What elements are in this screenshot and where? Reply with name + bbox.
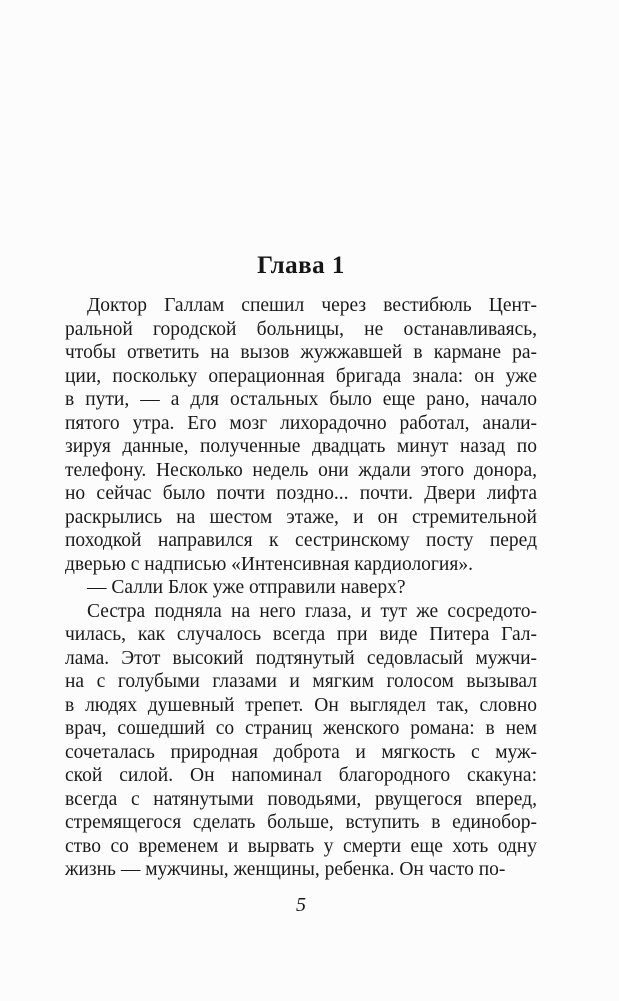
text-line: — Салли Блок уже отправили наверх? — [87, 577, 406, 598]
text-line: в пути, — а для остальных было еще рано, начало — [65, 389, 537, 410]
text-line: ции, поскольку операционная бригада знала: он уже — [65, 365, 537, 387]
text-line: в людях душевный трепет. Он выглядел так, словно — [65, 694, 537, 716]
text-line: чтобы ответить на вызов жужжавшей в кармане ра- — [65, 342, 537, 363]
page-content — [65, 0, 537, 917]
text-line: Сестра подняла на него глаза, и тут же сосредото- — [87, 600, 537, 622]
text-line: зируя данные, полученные двадцать минут назад по — [65, 436, 537, 457]
text-line: жизнь — мужчины, женщины, ребенка. Он часто по- — [65, 859, 506, 880]
text-line: ральной городской больницы, не останавливаясь, — [65, 318, 537, 340]
paragraph — [65, 600, 537, 882]
text-line: дверью с надписью «Интенсивная кардиология». — [65, 553, 473, 575]
text-line: но сейчас было почти поздно... почти. Двери лифта — [65, 483, 537, 504]
text-line: стремящегося сделать больше, вступить в единобор- — [65, 812, 537, 833]
text-line: лама. Этот высокий подтянутый седовласый мужчи- — [65, 647, 537, 669]
text-line: врач, сошедший со страниц женского романа: в нем — [65, 718, 537, 739]
text-line: всегда с натянутыми поводьями, рвущегося вперед, — [65, 788, 537, 810]
text-line: сочеталась природная доброта и мягкость с муж- — [65, 741, 537, 763]
text-block — [65, 294, 537, 882]
page-number: 5 — [296, 893, 306, 916]
text-line: ство со временем и вырвать у смерти еще хоть одну — [65, 835, 537, 857]
text-line: чилась, как случалось всегда при виде Питера Гал- — [65, 624, 537, 645]
paragraph — [65, 294, 537, 576]
chapter-heading: Глава 1 — [257, 252, 345, 279]
text-line: Доктор Галлам спешил через вестибюль Цент- — [87, 295, 537, 316]
text-line: на с голубыми глазами и мягким голосом вызывал — [65, 671, 537, 692]
text-line: раскрылись на шестом этаже, и он стремительной — [65, 506, 537, 528]
text-line: походкой направился к сестринскому посту перед — [65, 530, 537, 551]
text-line: пятого утра. Его мозг лихорадочно работал, анали- — [65, 412, 537, 434]
text-line: телефону. Несколько недель они ждали этого донора, — [65, 459, 537, 481]
text-line: ской силой. Он напоминал благородного скакуна: — [65, 765, 537, 786]
paragraph — [65, 576, 537, 600]
